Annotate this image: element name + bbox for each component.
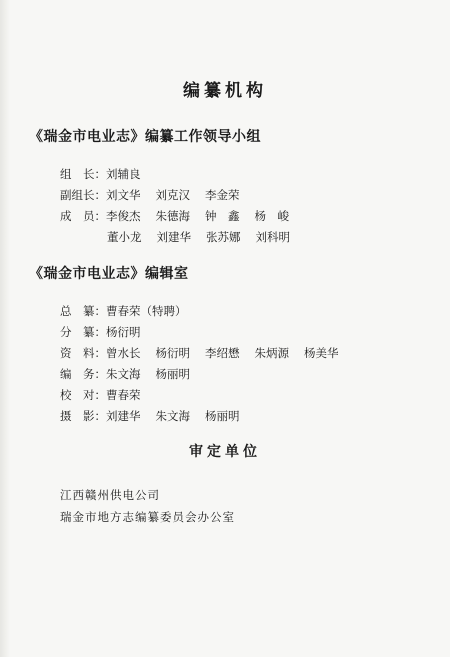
member-name: 李俊杰 (106, 209, 141, 223)
editorial-row-sub-editor (60, 324, 156, 340)
editorial-office-heading: 《瑞金市电业志》编辑室 (29, 266, 189, 282)
role-label: 组 长： (60, 167, 106, 181)
member-name: 刘建华 (106, 409, 141, 423)
member-name: 李金荣 (205, 188, 240, 202)
review-unit: 江西赣州供电公司 (60, 488, 160, 502)
editorial-row-affairs (60, 366, 205, 382)
member-name: 曾水长 (106, 346, 141, 360)
role-label: 总 纂： (60, 304, 106, 318)
member-name: 刘科明 (255, 230, 290, 244)
member-name: 刘克汉 (155, 188, 190, 202)
member-name: 刘文华 (106, 188, 141, 202)
editorial-row-photography (60, 408, 255, 424)
member-name: 朱文海 (106, 367, 141, 381)
editorial-row-chief-editor (60, 303, 202, 319)
member-name: 曹春荣 (106, 388, 141, 402)
leading-row-members (60, 208, 304, 224)
member-name: 朱德海 (155, 209, 190, 223)
role-label: 校 对： (60, 388, 106, 402)
role-label: 资 料： (60, 346, 106, 360)
member-name: 刘辅良 (106, 167, 141, 181)
member-name: 曹春荣（特聘） (106, 304, 187, 318)
leading-row-leader (60, 166, 156, 182)
member-name: 朱文海 (155, 409, 190, 423)
member-name: 杨 峻 (254, 209, 289, 223)
role-label: 分 纂： (60, 325, 106, 339)
member-name: 董小龙 (107, 230, 142, 244)
member-name: 杨衍明 (155, 346, 190, 360)
member-name: 张苏娜 (206, 230, 241, 244)
member-name: 杨衍明 (106, 325, 141, 339)
leading-row-deputy (60, 187, 255, 203)
editorial-row-proofreading (60, 387, 156, 403)
page-title: 编纂机构 (183, 81, 267, 101)
member-name: 杨丽明 (205, 409, 240, 423)
role-label: 摄 影： (60, 409, 106, 423)
member-name: 钟 鑫 (205, 209, 240, 223)
role-label: 编 务： (60, 367, 106, 381)
review-unit: 瑞金市地方志编纂委员会办公室 (60, 510, 235, 524)
role-label: 副组长： (60, 188, 106, 202)
member-name: 朱炳源 (254, 346, 289, 360)
member-name: 杨丽明 (155, 367, 190, 381)
member-name: 杨美华 (304, 346, 339, 360)
member-name: 李绍懋 (205, 346, 240, 360)
role-label: 成 员： (60, 209, 106, 223)
editorial-row-materials (60, 345, 354, 361)
leading-row-members-cont (107, 229, 305, 245)
leading-group-heading: 《瑞金市电业志》编纂工作领导小组 (29, 129, 261, 145)
review-units-heading: 审定单位 (189, 444, 261, 460)
member-name: 刘建华 (156, 230, 191, 244)
